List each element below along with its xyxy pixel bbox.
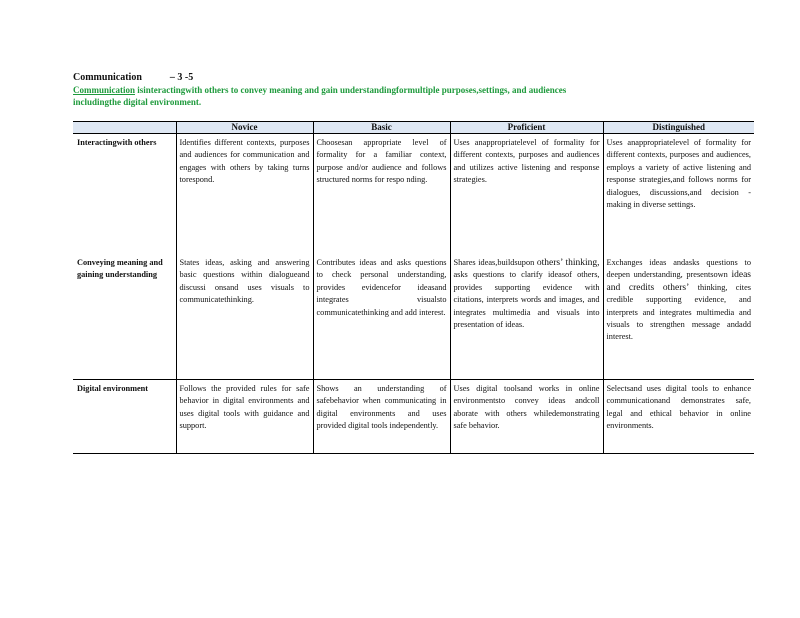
distinguished-cell: Uses anappropriatelevel of formality for different contexts, purposes and audiences, employs a variety of active listening and response strategies,and follows norms for dialogues, discussions,and decision - making in diverse settings. <box>603 134 754 253</box>
definition-line <box>73 84 753 96</box>
proficient-cell: Uses anappropriatelevel of formality for different contexts, purposes and audiences and utilizes active listening and response strategies. <box>450 134 603 253</box>
header-distinguished: Distinguished <box>603 122 754 134</box>
definition-term: Communication <box>73 85 136 95</box>
rubric-title <box>73 72 753 84</box>
distinguished-text-emphasis: ideas and credits others’ <box>606 270 751 293</box>
rubric-table <box>73 121 754 454</box>
distinguished-text-a: Exchanges ideas andasks questions to deepen understanding, presentsown <box>606 258 751 280</box>
novice-cell: States ideas, asking and answering basic questions within dialogueand discussi onsand uses visuals to communicatethinking. <box>176 252 313 380</box>
proficient-cell <box>450 252 603 380</box>
distinguished-text-b: thinking, cites credible supporting evidence, and interprets and integrates multimedia and visuals to strengthen message andadd interest. <box>606 282 752 342</box>
header-proficient: Proficient <box>450 122 603 134</box>
basic-cell: Shows an understanding of safebehavior when communicating in digital environments and uses provided digital tools independently. <box>313 380 450 454</box>
proficient-cell: Uses digital toolsand works in online environmentsto convey ideas andcoll aborate with others whiledemonstrating safe behavior. <box>450 380 603 454</box>
header-row <box>73 122 754 134</box>
table-row <box>73 380 754 454</box>
rubric-heading <box>73 72 753 108</box>
criterion-cell: Digital environment <box>73 380 176 454</box>
grade-range: – 3 -5 <box>169 72 194 83</box>
novice-cell: Identifies different contexts, purposes and audiences for communication and engages with others by taking turns torespond. <box>176 134 313 253</box>
distinguished-cell <box>603 252 754 380</box>
proficient-text-b: asks questions to clarify ideasof others, provides supporting evidence with citations, interprets words and images, and integrates multimedia and visuals into presentation of ideas. <box>453 270 600 330</box>
header-criterion <box>73 122 176 134</box>
table-row <box>73 252 754 380</box>
novice-cell: Follows the provided rules for safe behavior in digital environments and uses digital tools with guidance and support. <box>176 380 313 454</box>
basic-cell: Choosesan appropriate level of formality for a familiar context, purpose and/or audience and follows structured norms for respo nding. <box>313 134 450 253</box>
header-novice: Novice <box>176 122 313 134</box>
basic-cell: Contributes ideas and asks questions to check personal understanding, provides evidencefor ideasand integrates visualsto communicatethinking and add interest. <box>313 252 450 380</box>
proficient-text-emphasis: others’ thinking, <box>536 258 600 268</box>
definition-text: isinteractingwith others to convey meaning and gain understandingformultiple purposes,settings, and audiences <box>137 85 567 95</box>
definition-line-2: includingthe digital environment. <box>73 97 202 107</box>
header-basic: Basic <box>313 122 450 134</box>
proficient-text-a: Shares ideas,buildsupon <box>453 258 535 267</box>
criterion-cell: Conveying meaning and gaining understanding <box>77 258 163 280</box>
criterion-cell: Interactingwith others <box>77 138 157 147</box>
table-row <box>73 134 754 253</box>
title-text: Communication <box>73 72 142 83</box>
distinguished-cell: Selectsand uses digital tools to enhance communicationand demonstrates safe, legal and ethical behavior in online environments. <box>603 380 754 454</box>
